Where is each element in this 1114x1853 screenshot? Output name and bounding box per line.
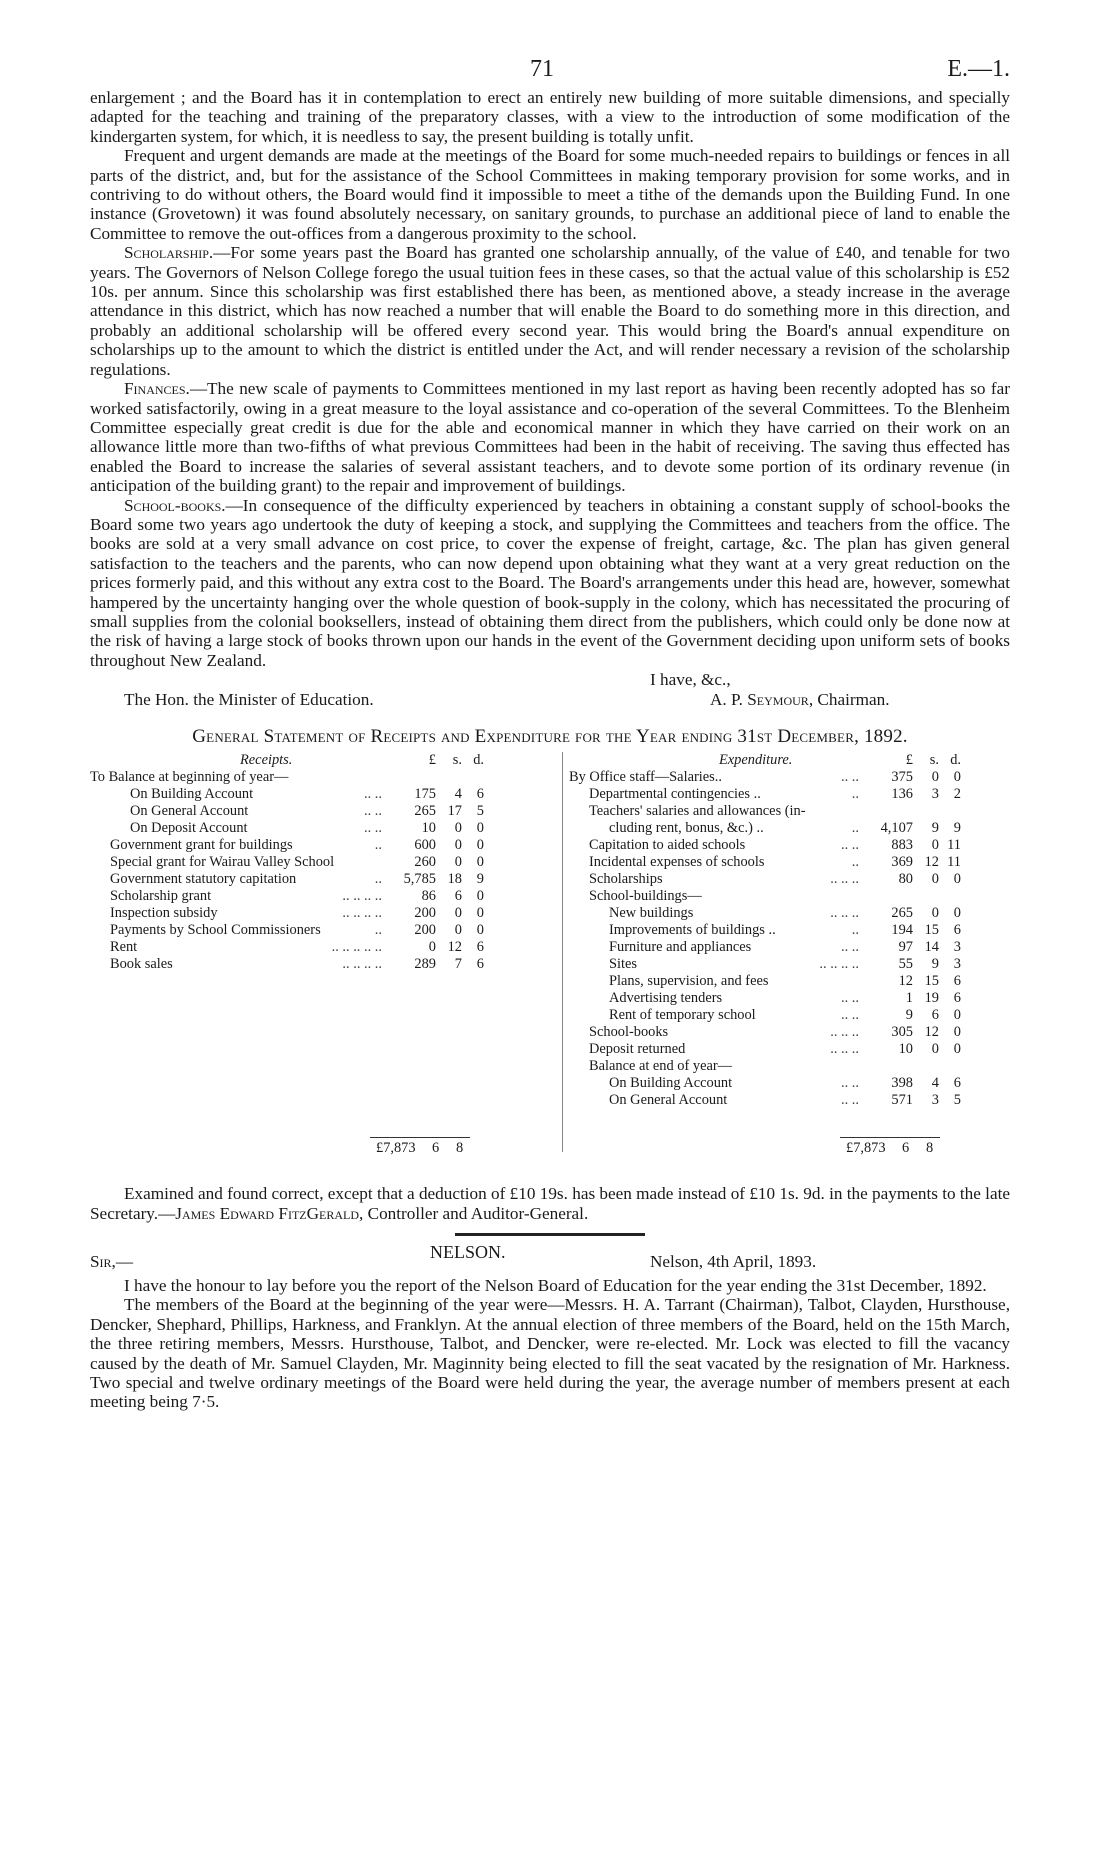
amount-shillings: 12 — [924, 1024, 939, 1041]
leader-dots: .. .. — [841, 990, 859, 1007]
leader-dots: .. .. .. — [830, 871, 859, 888]
amount-pence: 0 — [476, 854, 484, 871]
leader-dots: .. — [851, 786, 859, 803]
col-pounds: £ — [905, 752, 913, 769]
paragraph: enlargement ; and the Board has it in contemplation to erect an entirely new building of more suitable dimensions, and specially adapted for the teaching and training of the preparatory classes, with a view to the introduction of some modification of the kindergarten system, for which, it is needless to say, the present building is totally unfit. — [90, 88, 1010, 146]
chairman-title: Chairman. — [813, 690, 890, 710]
amount-pence: 3 — [953, 939, 961, 956]
col-pounds: £ — [428, 752, 436, 769]
amount-shillings: 0 — [931, 871, 939, 888]
leader-dots: .. — [374, 837, 382, 854]
amount-pence: 0 — [953, 1041, 961, 1058]
amount-pounds: 260 — [414, 854, 436, 871]
amount-pounds: 10 — [898, 1041, 913, 1058]
col-shillings: s. — [929, 752, 939, 769]
amount-shillings: 0 — [454, 837, 462, 854]
section-lead: School-books. — [124, 495, 226, 515]
leader-dots: .. .. — [841, 1092, 859, 1109]
amount-pounds: 9 — [905, 1007, 913, 1024]
ledger-row — [90, 956, 550, 973]
amount-pounds: 80 — [898, 871, 913, 888]
ledger-row — [569, 905, 1010, 922]
ledger-row — [569, 990, 1010, 1007]
row-label: Balance at end of year— — [589, 1058, 733, 1075]
amount-pounds: 86 — [421, 888, 436, 905]
leader-dots: .. .. — [364, 786, 382, 803]
paragraph-body: —The new scale of payments to Committees mentioned in my last report as having been recently adopted has so far worked satisfactorily, owing in a great measure to the loyal assistance and co-operation of the several Committees. To the Blenheim Committee especially great credit is due for the able and economical manner in which they have carried on their work on an allowance little more than two-fifths of what previous Committees had been in the habit of receiving. The saving thus effected has enabled the Board to increase the salaries of several assistant teachers, and to devote some portion of its ordinary revenue (in anticipation of the building grant) to the repair and improvement of buildings. — [90, 379, 1010, 496]
amount-pence: 6 — [953, 922, 961, 939]
ledger-row — [90, 871, 550, 888]
row-label: cluding rent, bonus, &c.) .. — [609, 820, 764, 837]
amount-pence: 11 — [947, 837, 961, 854]
total-shillings: 6 — [902, 1140, 910, 1157]
row-label: On General Account — [609, 1092, 728, 1109]
receipts-heading: Receipts. — [240, 752, 293, 769]
amount-pounds: 10 — [421, 820, 436, 837]
ledger-row — [90, 854, 550, 871]
ledger-row — [90, 786, 550, 803]
ledger-row — [90, 888, 550, 905]
amount-shillings: 15 — [924, 973, 939, 990]
ledger-row — [569, 803, 1010, 820]
row-label: Inspection subsidy — [110, 905, 218, 922]
salutation: Sir,— — [90, 1252, 134, 1271]
leader-dots: .. .. — [841, 769, 859, 786]
ledger-row — [569, 939, 1010, 956]
amount-pence: 0 — [476, 922, 484, 939]
col-shillings: s. — [452, 752, 462, 769]
row-label: Payments by School Commissioners — [110, 922, 321, 939]
ledger-row — [569, 922, 1010, 939]
amount-pence: 0 — [953, 769, 961, 786]
row-label: Book sales — [110, 956, 173, 973]
row-label: Scholarships — [589, 871, 663, 888]
amount-shillings: 6 — [454, 888, 462, 905]
amount-pounds: 12 — [898, 973, 913, 990]
ledger-row — [90, 820, 550, 837]
signoff — [90, 670, 1010, 712]
amount-pence: 5 — [953, 1092, 961, 1109]
amount-pounds: 175 — [414, 786, 436, 803]
amount-pence: 5 — [476, 803, 484, 820]
paragraph-school-books — [90, 496, 1010, 671]
col-pence: d. — [473, 752, 484, 769]
total-pence: 8 — [926, 1140, 934, 1157]
amount-pence: 2 — [953, 786, 961, 803]
amount-shillings: 0 — [931, 905, 939, 922]
ledger-row — [569, 956, 1010, 973]
amount-pounds: 200 — [414, 905, 436, 922]
amount-pounds: 571 — [891, 1092, 913, 1109]
expenditure-total — [840, 1137, 940, 1158]
receipts-column — [90, 752, 550, 973]
leader-dots: .. .. .. .. — [342, 888, 382, 905]
paragraph: Frequent and urgent demands are made at the meetings of the Board for some much-needed repairs to buildings or fences in all parts of the district, and, but for the assistance of the School Committees in making temporary provision for some works, and in contriving to do without others, the Board would find it impossible to meet a tithe of the demands upon the Building Fund. In one instance (Grovetown) it was found absolutely necessary, on sanitary grounds, to purchase an additional piece of land to enable the Committee to remove the out-offices from a dangerous proximity to the school. — [90, 146, 1010, 243]
total-shillings: 6 — [432, 1140, 440, 1157]
row-label: Government statutory capitation — [110, 871, 297, 888]
nelson-header — [90, 1236, 1010, 1276]
chairman-name: A. P. Seymour, — [710, 690, 814, 710]
row-label: By Office staff—Salaries.. — [569, 769, 722, 786]
page-number: 71 — [530, 56, 554, 82]
amount-pence: 0 — [953, 1007, 961, 1024]
leader-dots: .. .. .. .. — [819, 956, 859, 973]
ledger-row — [569, 888, 1010, 905]
row-label: Rent of temporary school — [609, 1007, 756, 1024]
amount-shillings: 19 — [924, 990, 939, 1007]
page-header — [90, 48, 1010, 88]
amount-pence: 0 — [953, 905, 961, 922]
amount-pounds: 600 — [414, 837, 436, 854]
amount-shillings: 12 — [447, 939, 462, 956]
row-label: Sites — [609, 956, 637, 973]
row-label: Furniture and appliances — [609, 939, 752, 956]
leader-dots: .. — [851, 854, 859, 871]
amount-pence: 0 — [476, 820, 484, 837]
amount-pounds: 305 — [891, 1024, 913, 1041]
leader-dots: .. — [374, 922, 382, 939]
amount-shillings: 14 — [924, 939, 939, 956]
amount-pence: 6 — [476, 939, 484, 956]
amount-pounds: 194 — [891, 922, 913, 939]
row-label: Government grant for buildings — [110, 837, 293, 854]
row-label: Scholarship grant — [110, 888, 212, 905]
amount-pence: 3 — [953, 956, 961, 973]
amount-shillings: 9 — [931, 820, 939, 837]
amount-pence: 9 — [476, 871, 484, 888]
amount-shillings: 0 — [454, 820, 462, 837]
row-label: On Building Account — [609, 1075, 733, 1092]
leader-dots: .. .. .. — [830, 1041, 859, 1058]
amount-pence: 9 — [953, 820, 961, 837]
row-label: Improvements of buildings .. — [609, 922, 776, 939]
leader-dots: .. .. — [364, 803, 382, 820]
amount-pounds: 55 — [898, 956, 913, 973]
total-pounds: £7,873 — [846, 1140, 886, 1157]
amount-pounds: 5,785 — [403, 871, 436, 888]
amount-pounds: 883 — [891, 837, 913, 854]
ledger-row — [569, 820, 1010, 837]
signoff-have: I have, &c., — [650, 670, 731, 690]
amount-pence: 0 — [953, 871, 961, 888]
row-label: On Deposit Account — [130, 820, 248, 837]
signoff-addressee: The Hon. the Minister of Education. — [124, 690, 374, 710]
ledger-row — [90, 905, 550, 922]
leader-dots: .. .. — [841, 1075, 859, 1092]
total-pounds: £7,873 — [376, 1140, 416, 1157]
row-label: Departmental contingencies .. — [589, 786, 761, 803]
ledger-row — [569, 1092, 1010, 1109]
row-label: Special grant for Wairau Valley School — [110, 854, 335, 871]
row-label: Incidental expenses of schools — [589, 854, 765, 871]
ledger-row — [569, 871, 1010, 888]
leader-dots: .. .. — [841, 939, 859, 956]
section-heading: NELSON. — [430, 1242, 506, 1262]
amount-shillings: 0 — [931, 769, 939, 786]
row-label: Deposit returned — [589, 1041, 686, 1058]
ledger-row — [569, 1041, 1010, 1058]
leader-dots: .. — [374, 871, 382, 888]
leader-dots: .. .. .. .. — [342, 956, 382, 973]
ledger-row — [90, 939, 550, 956]
paragraph: I have the honour to lay before you the report of the Nelson Board of Education for the year ending the 31st December, 1892. — [124, 1276, 987, 1295]
amount-pounds: 0 — [428, 939, 436, 956]
paragraph-finances — [90, 379, 1010, 495]
amount-shillings: 18 — [447, 871, 462, 888]
expenditure-heading-row — [569, 752, 1010, 769]
ledger-row — [569, 837, 1010, 854]
amount-shillings: 0 — [931, 837, 939, 854]
leader-dots: .. .. — [364, 820, 382, 837]
ledger-row — [569, 786, 1010, 803]
ledger-row — [569, 1024, 1010, 1041]
leader-dots: .. .. .. — [830, 905, 859, 922]
ledger-row — [569, 854, 1010, 871]
letter-date: Nelson, 4th April, 1893. — [650, 1252, 817, 1271]
leader-dots: .. .. — [841, 837, 859, 854]
row-label: Plans, supervision, and fees — [609, 973, 769, 990]
ledger-row — [569, 1075, 1010, 1092]
amount-pounds: 97 — [898, 939, 913, 956]
amount-pence: 6 — [953, 990, 961, 1007]
auditor-title: Controller and Auditor-General. — [363, 1203, 589, 1223]
ledger-row — [90, 769, 550, 786]
amount-pence: 11 — [947, 854, 961, 871]
expenditure-heading: Expenditure. — [719, 752, 793, 769]
paragraph: The members of the Board at the beginning of the year were—Messrs. H. A. Tarrant (Chairman), Talbot, Clayden, Hursthouse, Dencker, Shephard, Phillips, Harkness, and Franklyn. At the annual election of three members of the Board, held on the 15th March, the three retiring members, Messrs. Hursthouse, Talbot, and Dencker, were re-elected. Mr. Lock was elected to fill the vacancy caused by the death of Mr. Samuel Clayden, Mr. Maginnity being elected to fill the seat vacated by the resignation of Mr. Harkness. Two special and twelve ordinary meetings of the Board were held during the year, the average number of members present at each meeting being 7·5. — [90, 1295, 1010, 1412]
row-label: New buildings — [609, 905, 694, 922]
ledger-row — [90, 922, 550, 939]
amount-pounds: 289 — [414, 956, 436, 973]
row-label: On Building Account — [130, 786, 254, 803]
row-label: School-buildings— — [589, 888, 702, 905]
amount-pounds: 369 — [891, 854, 913, 871]
total-pence: 8 — [456, 1140, 464, 1157]
row-label: School-books — [589, 1024, 669, 1041]
amount-shillings: 0 — [454, 922, 462, 939]
paragraph-scholarship — [90, 243, 1010, 379]
amount-shillings: 17 — [447, 803, 462, 820]
amount-pounds: 398 — [891, 1075, 913, 1092]
row-label: Advertising tenders — [609, 990, 723, 1007]
receipts-heading-row — [90, 752, 550, 769]
document-reference: E.—1. — [947, 56, 1010, 82]
amount-shillings: 4 — [931, 1075, 939, 1092]
amount-pence: 6 — [953, 1075, 961, 1092]
row-label: On General Account — [130, 803, 249, 820]
leader-dots: .. — [851, 922, 859, 939]
document-page — [90, 48, 1010, 1412]
leader-dots: .. .. .. .. — [342, 905, 382, 922]
amount-pence: 0 — [953, 1024, 961, 1041]
leader-dots: .. .. .. .. .. — [331, 939, 382, 956]
ledger — [90, 752, 1010, 1162]
amount-shillings: 0 — [454, 905, 462, 922]
col-pence: d. — [950, 752, 961, 769]
amount-pounds: 265 — [414, 803, 436, 820]
amount-shillings: 6 — [931, 1007, 939, 1024]
audit-note — [90, 1184, 1010, 1223]
row-label: Teachers' salaries and allowances (in- — [589, 803, 806, 820]
amount-shillings: 7 — [454, 956, 462, 973]
ledger-row — [90, 803, 550, 820]
ledger-row — [569, 1058, 1010, 1075]
amount-pounds: 375 — [891, 769, 913, 786]
amount-pence: 6 — [953, 973, 961, 990]
leader-dots: .. .. .. — [830, 1024, 859, 1041]
audit-text: Examined and found correct, except that a deduction of £10 19s. has been made instead of £10 1s. 9d. in the payments to the late Secretary.— — [90, 1184, 1010, 1223]
amount-pence: 6 — [476, 786, 484, 803]
amount-shillings: 12 — [924, 854, 939, 871]
amount-pence: 0 — [476, 905, 484, 922]
amount-pounds: 200 — [414, 922, 436, 939]
amount-pounds: 1 — [905, 990, 913, 1007]
section-lead: Finances. — [124, 379, 190, 399]
row-label: To Balance at beginning of year— — [90, 769, 289, 786]
paragraph-body: —In consequence of the difficulty experienced by teachers in obtaining a constant supply of school-books the Board some two years ago undertook the duty of keeping a stock, and supplying the Committees and teachers from the office. The books are sold at a very small advance on cost price, to cover the expense of freight, cartage, &c. The plan has given general satisfaction to the teachers and the parents, who can now depend upon obtaining what they want at a very great reduction on the prices formerly paid, and this without any extra cost to the Board. The Board's arrangements under this head are, however, somewhat hampered by the uncertainty hanging over the whole question of book-supply in the colony, which has necessitated the procuring of small supplies from the colonial booksellers, instead of obtaining them direct from the publishers, which could only be done now at the risk of having a large stock of books thrown upon our hands in the event of the Government deciding upon uniform sets of books throughout New Zealand. — [90, 495, 1010, 670]
auditor-name: James Edward FitzGerald, — [175, 1203, 364, 1223]
signoff-chairman — [710, 690, 890, 710]
ledger-row — [569, 973, 1010, 990]
ledger-row — [569, 1007, 1010, 1024]
amount-shillings: 15 — [924, 922, 939, 939]
section-lead: Scholarship. — [124, 243, 214, 263]
row-label: Capitation to aided schools — [589, 837, 746, 854]
amount-shillings: 0 — [454, 854, 462, 871]
statement-title: General Statement of Receipts and Expenditure for the Year ending 31st December, 1892. — [192, 726, 908, 748]
row-label: Rent — [110, 939, 138, 956]
amount-shillings: 9 — [931, 956, 939, 973]
amount-pence: 0 — [476, 888, 484, 905]
leader-dots: .. — [851, 820, 859, 837]
amount-shillings: 3 — [931, 786, 939, 803]
amount-pounds: 4,107 — [880, 820, 913, 837]
paragraph-body: —For some years past the Board has granted one scholarship annually, of the value of £40, and tenable for two years. The Governors of Nelson College forego the usual tuition fees in these cases, so that the actual value of this scholarship is £52 10s. per annum. Since this scholarship was first established there has been, as mentioned above, a steady increase in the average attendance in this district, which has now reached a number that will enable the Board to do something more in this direction, and probably an additional scholarship will be offered every second year. This would bring the Board's annual expenditure on scholarships up to the amount to which the district is entitled under the Act, and will render necessary a revision of the scholarship regulations. — [90, 243, 1010, 379]
amount-pence: 6 — [476, 956, 484, 973]
ledger-row — [569, 769, 1010, 786]
amount-shillings: 4 — [454, 786, 462, 803]
ledger-row — [90, 837, 550, 854]
amount-pence: 0 — [476, 837, 484, 854]
secretary-signature — [90, 1162, 1010, 1184]
amount-shillings: 3 — [931, 1092, 939, 1109]
expenditure-column — [562, 752, 1010, 1152]
amount-pounds: 136 — [891, 786, 913, 803]
leader-dots: .. .. — [841, 1007, 859, 1024]
receipts-total — [370, 1137, 470, 1158]
amount-shillings: 0 — [931, 1041, 939, 1058]
amount-pounds: 265 — [891, 905, 913, 922]
